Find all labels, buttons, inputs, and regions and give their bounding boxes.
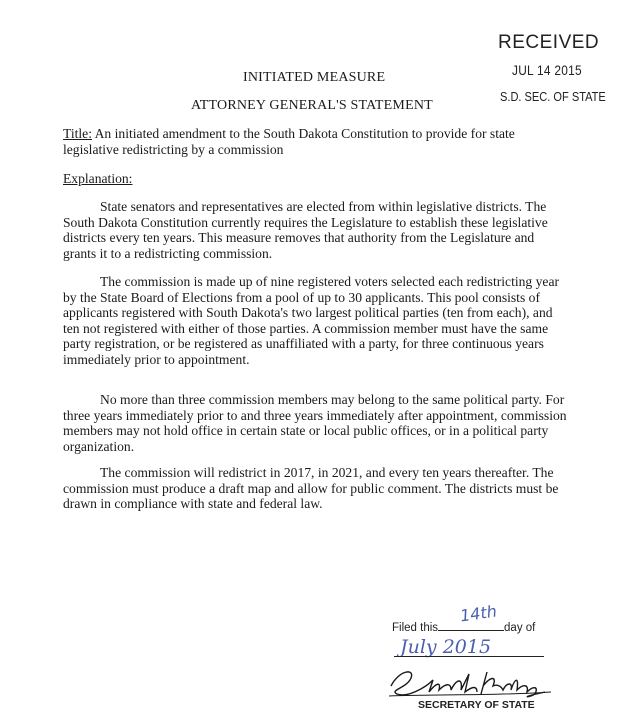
explanation-paragraph-1: State senators and representatives are elected from within legislative districts. The South Dakota Constitution currently requires the Legislature to establish these legislative districts every ten years. This measure removes that authority from the Legislature and grants it to a redistricting commission. bbox=[63, 199, 548, 261]
document-heading: INITIATED MEASURE bbox=[243, 70, 386, 85]
explanation-paragraph-2: The commission is made up of nine registered voters selected each redistricting year by the State Board of Elections from a pool of up to 30 applicants. This pool consists of applicants registered with South Dakota's two largest political parties (ten from each), and ten not registered with either of those parties. A commission member must have the same party registration, or be registered as unaffiliated with a party, for three continuous years immediately prior to appointment. bbox=[63, 274, 560, 367]
secretary-of-state-label: SECRETARY OF STATE bbox=[418, 699, 535, 711]
document-subheading: ATTORNEY GENERAL'S STATEMENT bbox=[191, 98, 433, 113]
explanation-paragraph-4: The commission will redistrict in 2017, in 2021, and every ten years thereafter. The commission must produce a draft map and allow for public comment. The districts must be drawn in compliance with state and federal law. bbox=[63, 465, 559, 512]
filed-this-label: Filed this bbox=[392, 622, 439, 634]
signature bbox=[385, 664, 555, 700]
month-year-line bbox=[394, 656, 544, 657]
explanation-paragraph-3: No more than three commission members may belong to the same political party. For three years immediately prior to and three years immediately after appointment, commission members may not hold office in certain state or local public offices, or in a political party organization. bbox=[63, 392, 567, 454]
received-date: JUL 14 2015 bbox=[512, 62, 582, 78]
handwritten-day: 14th bbox=[458, 601, 498, 626]
title-label: Title: bbox=[63, 126, 92, 141]
handwritten-month-year: July 2015 bbox=[400, 636, 492, 658]
title-block bbox=[63, 126, 563, 157]
title-text: An initiated amendment to the South Dakota Constitution to provide for state legislative redistricting by a commission bbox=[63, 126, 515, 157]
explanation-label: Explanation: bbox=[63, 171, 133, 186]
day-of-label: day of bbox=[504, 622, 536, 634]
received-office: S.D. SEC. OF STATE bbox=[500, 89, 606, 104]
received-stamp: RECEIVED bbox=[498, 32, 600, 53]
